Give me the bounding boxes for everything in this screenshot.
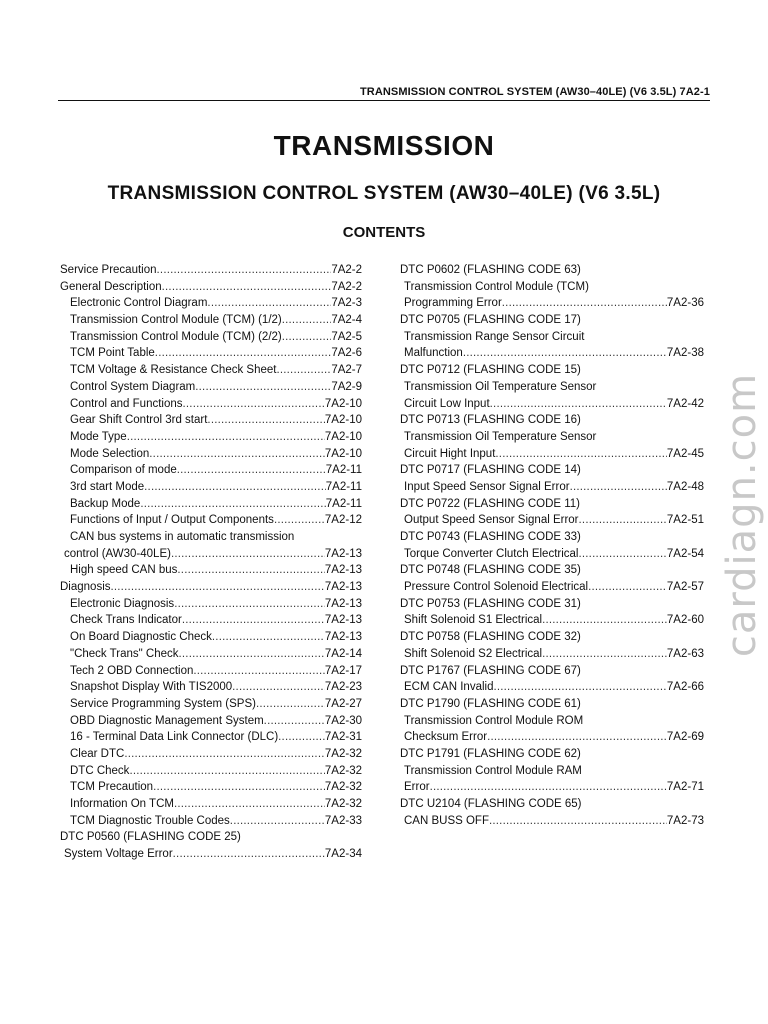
toc-entry-page: 7A2-34 xyxy=(324,848,362,861)
toc-leader-dots xyxy=(157,264,332,276)
toc-entry-page: 7A2-71 xyxy=(666,781,704,794)
toc-entry[interactable] xyxy=(60,548,362,565)
toc-leader-dots xyxy=(144,481,326,493)
toc-entry-title: DTC U2104 (FLASHING CODE 65) xyxy=(400,798,582,810)
toc-entry-title: Control System Diagram xyxy=(70,380,196,393)
toc-entry[interactable] xyxy=(400,765,704,782)
toc-entry[interactable] xyxy=(60,681,362,698)
toc-leader-dots xyxy=(155,347,332,359)
toc-leader-dots xyxy=(182,614,325,626)
toc-entry-page: 7A2-33 xyxy=(324,814,362,827)
toc-entry[interactable] xyxy=(400,414,704,431)
toc-leader-dots xyxy=(207,414,324,426)
toc-entry-title: Circuit Hight Input xyxy=(404,447,496,460)
toc-entry-page: 7A2-32 xyxy=(324,781,362,794)
toc-entry-page: 7A2-10 xyxy=(324,414,362,427)
toc-leader-dots xyxy=(140,498,325,510)
toc-entry[interactable] xyxy=(400,548,704,565)
toc-entry[interactable] xyxy=(400,731,704,748)
toc-leader-dots xyxy=(430,781,667,793)
toc-entry-title: Transmission Control Module RAM xyxy=(404,764,582,777)
toc-entry-page: 7A2-73 xyxy=(666,814,704,827)
toc-entry-page: 7A2-27 xyxy=(324,697,362,710)
toc-entry-page: 7A2-13 xyxy=(324,564,362,577)
toc-entry-page: 7A2-13 xyxy=(324,547,362,560)
toc-entry-title: DTC P1790 (FLASHING CODE 61) xyxy=(400,697,581,710)
toc-entry-title: TCM Precaution xyxy=(70,781,154,794)
toc-entry-title: Torque Converter Clutch Electrical xyxy=(404,547,579,560)
toc-entry[interactable] xyxy=(60,614,362,631)
toc-entry-page: 7A2-14 xyxy=(324,647,362,660)
toc-entry-page: 7A2-6 xyxy=(331,347,362,360)
toc-entry-title: Transmission Control Module (TCM) xyxy=(404,280,589,293)
toc-entry-title: Control and Functions xyxy=(70,397,183,410)
toc-entry-page: 7A2-17 xyxy=(324,664,362,677)
toc-entry-title: DTC Check xyxy=(70,764,130,777)
toc-entry[interactable] xyxy=(400,431,704,448)
toc-entry-title: Electronic Diagnosis xyxy=(70,597,175,610)
watermark xyxy=(712,372,768,658)
toc-entry-title: DTC P0602 (FLASHING CODE 63) xyxy=(400,264,581,276)
toc-leader-dots xyxy=(579,514,667,526)
toc-leader-dots xyxy=(129,765,324,777)
toc-entry-title: DTC P0722 (FLASHING CODE 11) xyxy=(400,497,581,510)
toc-entry-page: 7A2-54 xyxy=(666,547,704,560)
toc-leader-dots xyxy=(174,798,325,810)
toc-entry[interactable] xyxy=(400,498,704,515)
toc-entry-title: Gear Shift Control 3rd start xyxy=(70,414,208,427)
toc-leader-dots xyxy=(162,281,332,293)
toc-entry-title: DTC P0712 (FLASHING CODE 15) xyxy=(400,364,581,377)
toc-leader-dots xyxy=(179,648,325,660)
toc-entry-page: 7A2-10 xyxy=(324,397,362,410)
toc-leader-dots xyxy=(173,848,325,860)
toc-leader-dots xyxy=(177,564,325,576)
toc-entry-title: Check Trans Indicator xyxy=(70,614,182,627)
toc-entry[interactable] xyxy=(400,464,704,481)
page-subtitle: TRANSMISSION CONTROL SYSTEM (AW30–40LE) (V6 3.5L) xyxy=(107,183,661,204)
toc-leader-dots xyxy=(256,698,325,710)
toc-entry-page: 7A2-51 xyxy=(666,514,704,527)
toc-entry[interactable] xyxy=(400,698,704,715)
toc-entry[interactable] xyxy=(60,414,362,431)
toc-entry[interactable] xyxy=(400,481,704,498)
toc-entry[interactable] xyxy=(400,331,704,348)
toc-entry-page: 7A2-32 xyxy=(324,764,362,777)
toc-leader-dots xyxy=(495,448,667,460)
toc-entry-page: 7A2-69 xyxy=(666,731,704,744)
toc-entry-title: General Description xyxy=(60,280,162,293)
toc-entry-page: 7A2-38 xyxy=(666,347,704,360)
toc-entry-title: DTC P0705 (FLASHING CODE 17) xyxy=(400,314,581,327)
toc-entry[interactable] xyxy=(60,831,362,848)
toc-entry-title: Transmission Control Module (TCM) (2/2) xyxy=(70,330,282,343)
toc-entry-page: 7A2-32 xyxy=(324,747,362,760)
toc-entry-page: 7A2-2 xyxy=(331,280,362,293)
toc-leader-dots xyxy=(207,297,331,309)
toc-entry[interactable] xyxy=(400,297,704,314)
toc-entry[interactable] xyxy=(60,715,362,732)
toc-entry-page: 7A2-42 xyxy=(666,397,704,410)
toc-entry[interactable] xyxy=(400,564,704,581)
toc-entry[interactable] xyxy=(60,564,362,581)
toc-entry-page: 7A2-63 xyxy=(666,647,704,660)
toc-entry-title: DTC P0748 (FLASHING CODE 35) xyxy=(400,564,581,577)
toc-leader-dots xyxy=(276,364,331,376)
toc-entry-page: 7A2-31 xyxy=(324,731,362,744)
toc-entry[interactable] xyxy=(60,665,362,682)
toc-entry[interactable] xyxy=(400,748,704,765)
toc-entry-title: Functions of Input / Output Components xyxy=(70,514,274,527)
toc-entry[interactable] xyxy=(60,281,362,298)
toc-entry-title: Diagnosis xyxy=(60,581,111,594)
toc-entry-title: DTC P0560 (FLASHING CODE 25) xyxy=(60,831,241,844)
toc-entry[interactable] xyxy=(400,614,704,631)
toc-leader-dots xyxy=(282,331,332,343)
toc-entry[interactable] xyxy=(400,598,704,615)
toc-entry-title: DTC P0713 (FLASHING CODE 16) xyxy=(400,414,581,427)
toc-entry-title: Checksum Error xyxy=(404,731,488,744)
toc-entry[interactable] xyxy=(60,781,362,798)
toc-entry-title: Error xyxy=(404,781,430,794)
toc-entry[interactable] xyxy=(60,347,362,364)
toc-leader-dots xyxy=(232,681,325,693)
toc-leader-dots xyxy=(542,648,667,660)
toc-leader-dots xyxy=(579,548,667,560)
toc-entry-title: Snapshot Display With TIS2000 xyxy=(70,681,233,694)
toc-entry-page: 7A2-36 xyxy=(666,297,704,310)
toc-entry-title: Programming Error xyxy=(404,297,502,310)
toc-leader-dots xyxy=(212,631,325,643)
toc-entry-title: Transmission Control Module ROM xyxy=(404,714,584,727)
toc-entry-title: Output Speed Sensor Signal Error xyxy=(404,514,579,527)
toc-entry-page: 7A2-5 xyxy=(331,330,362,343)
toc-leader-dots xyxy=(542,614,667,626)
toc-leader-dots xyxy=(111,581,325,593)
toc-entry-title: Service Programming System (SPS) xyxy=(70,697,256,710)
toc-entry[interactable] xyxy=(400,815,704,832)
toc-leader-dots xyxy=(195,381,331,393)
toc-entry[interactable] xyxy=(60,448,362,465)
toc-entry[interactable] xyxy=(60,798,362,815)
toc-entry[interactable] xyxy=(400,364,704,381)
toc-leader-dots xyxy=(490,398,667,410)
toc-entry-page: 7A2-13 xyxy=(324,597,362,610)
toc-leader-dots xyxy=(274,514,325,526)
toc-entry[interactable] xyxy=(60,314,362,331)
toc-entry-title: Shift Solenoid S2 Electrical xyxy=(404,647,543,660)
toc-leader-dots xyxy=(127,431,325,443)
toc-entry-page: 7A2-48 xyxy=(666,480,704,493)
toc-entry[interactable] xyxy=(400,381,704,398)
toc-entry[interactable] xyxy=(60,264,362,281)
toc-entry[interactable] xyxy=(400,798,704,815)
toc-entry[interactable] xyxy=(60,598,362,615)
toc-entry-title: Transmission Range Sensor Circuit xyxy=(404,330,585,343)
toc-entry[interactable] xyxy=(400,681,704,698)
toc-entry-page: 7A2-11 xyxy=(325,480,362,493)
toc-entry[interactable] xyxy=(400,781,704,798)
toc-entry-title: DTC P1767 (FLASHING CODE 67) xyxy=(400,664,581,677)
toc-entry-page: 7A2-12 xyxy=(324,514,362,527)
toc-leader-dots xyxy=(264,715,325,727)
toc-entry[interactable] xyxy=(60,848,362,865)
toc-entry-page: 7A2-4 xyxy=(331,314,362,327)
toc-entry-title: Shift Solenoid S1 Electrical xyxy=(404,614,543,627)
toc-entry-title: TCM Diagnostic Trouble Codes xyxy=(70,814,230,827)
toc-entry-title: Malfunction xyxy=(404,347,463,360)
toc-entry-title: Transmission Control Module (TCM) (1/2) xyxy=(70,314,282,327)
toc-entry-title: DTC P0758 (FLASHING CODE 32) xyxy=(400,631,581,644)
toc-entry-page: 7A2-57 xyxy=(666,581,704,594)
toc-leader-dots xyxy=(124,748,325,760)
toc-entry-page: 7A2-13 xyxy=(324,614,362,627)
toc-entry[interactable] xyxy=(400,314,704,331)
toc-entry-title: Circuit Low Input xyxy=(404,397,490,410)
toc-entry[interactable] xyxy=(60,331,362,348)
toc-entry[interactable] xyxy=(60,581,362,598)
toc-entry[interactable] xyxy=(400,281,704,298)
toc-entry-page: 7A2-11 xyxy=(325,497,362,510)
toc-entry[interactable] xyxy=(400,514,704,531)
toc-entry-page: 7A2-45 xyxy=(666,447,704,460)
toc-entry-title: TCM Point Table xyxy=(70,347,155,360)
toc-leader-dots xyxy=(282,314,332,326)
toc-entry-page: 7A2-7 xyxy=(331,364,362,377)
toc-leader-dots xyxy=(489,815,667,827)
toc-entry-page: 7A2-3 xyxy=(331,297,362,310)
toc-entry-page: 7A2-10 xyxy=(324,430,362,443)
toc-entry-title: CAN bus systems in automatic transmission xyxy=(70,531,295,543)
toc-entry-title: High speed CAN bus xyxy=(70,564,178,577)
toc-entry-title: Input Speed Sensor Signal Error xyxy=(404,480,570,493)
toc-entry[interactable] xyxy=(60,481,362,498)
toc-entry-title: Pressure Control Solenoid Electrical xyxy=(404,581,589,594)
toc-entry-page: 7A2-13 xyxy=(324,631,362,644)
toc-entry[interactable] xyxy=(400,648,704,665)
page-title: TRANSMISSION xyxy=(273,130,495,161)
toc-entry-title: DTC P0753 (FLASHING CODE 31) xyxy=(400,597,581,610)
toc-entry[interactable] xyxy=(60,297,362,314)
toc-entry-title: Mode Selection xyxy=(70,447,150,460)
toc-entry-title: DTC P0717 (FLASHING CODE 14) xyxy=(400,464,581,477)
toc-entry[interactable] xyxy=(400,665,704,682)
toc-entry[interactable] xyxy=(400,581,704,598)
toc-leader-dots xyxy=(588,581,667,593)
toc-entry-page: 7A2-2 xyxy=(331,264,362,276)
toc-entry-title: Transmission Oil Temperature Sensor xyxy=(404,380,597,393)
contents-heading: CONTENTS xyxy=(342,224,426,241)
toc-leader-dots xyxy=(174,598,325,610)
toc-leader-dots xyxy=(278,731,325,743)
toc-entry-title: Service Precaution xyxy=(60,264,157,276)
toc-leader-dots xyxy=(502,297,667,309)
toc-entry[interactable] xyxy=(60,748,362,765)
toc-entry[interactable] xyxy=(60,398,362,415)
toc-entry-title: control (AW30-40LE) xyxy=(64,547,171,560)
toc-leader-dots xyxy=(487,731,667,743)
watermark-text: cardiagn.com xyxy=(719,372,765,658)
toc-leader-dots xyxy=(193,665,325,677)
toc-entry-page: 7A2-23 xyxy=(324,681,362,694)
toc-entry-title: Clear DTC xyxy=(70,747,125,760)
toc-entry[interactable] xyxy=(60,464,362,481)
toc-entry[interactable] xyxy=(60,381,362,398)
toc-entry[interactable] xyxy=(400,448,704,465)
toc-entry[interactable] xyxy=(60,364,362,381)
toc-entry-title: "Check Trans" Check xyxy=(70,647,179,660)
toc-leader-dots xyxy=(171,548,325,560)
toc-leader-dots xyxy=(153,781,325,793)
toc-entry-title: Comparison of mode xyxy=(70,464,177,477)
toc-entry-title: System Voltage Error xyxy=(64,848,173,861)
toc-entry-title: Mode Type xyxy=(70,430,127,443)
toc-entry-title: DTC P0743 (FLASHING CODE 33) xyxy=(400,531,581,543)
toc-entry-title: TCM Voltage & Resistance Check Sheet xyxy=(70,364,277,377)
toc-entry-page: 7A2-66 xyxy=(666,681,704,694)
toc-entry-title: Tech 2 OBD Connection xyxy=(70,664,194,677)
toc-leader-dots xyxy=(493,681,666,693)
toc-entry[interactable] xyxy=(60,765,362,782)
toc-entry-page: 7A2-30 xyxy=(324,714,362,727)
toc-entry-title: Information On TCM xyxy=(70,798,174,810)
toc-leader-dots xyxy=(463,347,667,359)
toc-entry[interactable] xyxy=(60,648,362,665)
running-head: TRANSMISSION CONTROL SYSTEM (AW30–40LE) (V6 3.5L) 7A2-1 xyxy=(58,86,710,101)
toc-entry[interactable] xyxy=(400,264,704,281)
toc-right-column xyxy=(400,264,704,831)
toc-entry[interactable] xyxy=(60,531,362,548)
toc-leader-dots xyxy=(177,464,326,476)
toc-entry-title: DTC P1791 (FLASHING CODE 62) xyxy=(400,747,581,760)
toc-entry[interactable] xyxy=(60,498,362,515)
toc-entry-title: ECM CAN Invalid xyxy=(404,681,494,694)
toc-entry[interactable] xyxy=(60,731,362,748)
toc-entry[interactable] xyxy=(60,631,362,648)
toc-entry[interactable] xyxy=(400,347,704,364)
toc-left-column xyxy=(60,264,362,865)
toc-entry-page: 7A2-13 xyxy=(324,581,362,594)
toc-leader-dots xyxy=(183,398,325,410)
toc-entry-title: Electronic Control Diagram xyxy=(70,297,208,310)
toc-leader-dots xyxy=(230,815,325,827)
toc-entry-page: 7A2-10 xyxy=(324,447,362,460)
toc-entry[interactable] xyxy=(400,398,704,415)
toc-entry-page: 7A2-60 xyxy=(666,614,704,627)
toc-entry-title: On Board Diagnostic Check xyxy=(70,631,212,644)
toc-entry-page: 7A2-9 xyxy=(331,380,362,393)
toc-entry[interactable] xyxy=(60,698,362,715)
toc-entry-title: CAN BUSS OFF xyxy=(404,814,489,827)
toc-entry-page: 7A2-11 xyxy=(325,464,362,477)
toc-entry[interactable] xyxy=(60,815,362,832)
toc-entry-title: 16 - Terminal Data Link Connector (DLC) xyxy=(70,731,279,744)
toc-entry-title: Backup Mode xyxy=(70,497,141,510)
toc-leader-dots xyxy=(570,481,667,493)
toc-leader-dots xyxy=(149,448,325,460)
toc-entry[interactable] xyxy=(400,715,704,732)
toc-entry[interactable] xyxy=(60,431,362,448)
toc-entry[interactable] xyxy=(400,631,704,648)
toc-entry-page: 7A2-32 xyxy=(324,798,362,810)
toc-entry-title: 3rd start Mode xyxy=(70,480,145,493)
toc-entry-title: OBD Diagnostic Management System xyxy=(70,714,264,727)
toc-entry-title: Transmission Oil Temperature Sensor xyxy=(404,430,597,443)
toc-entry[interactable] xyxy=(60,514,362,531)
toc-entry[interactable] xyxy=(400,531,704,548)
